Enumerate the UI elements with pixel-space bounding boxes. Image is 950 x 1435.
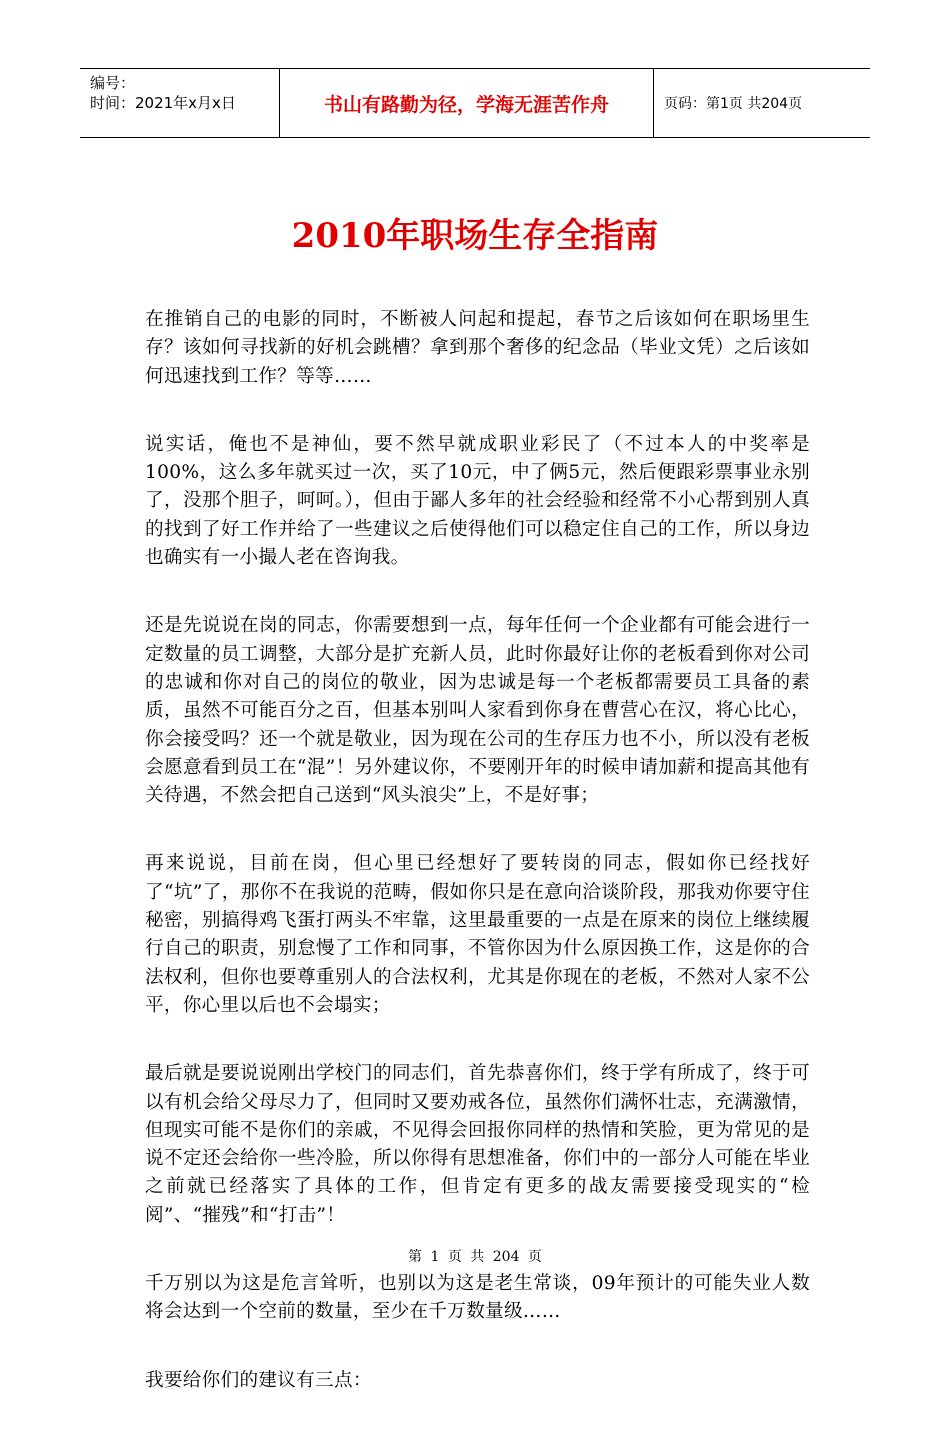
page-footer: 第 1 页 共 204 页 [408,1249,542,1265]
document-title: 2010年职场生存全指南 [291,216,659,256]
document-number-label: 编号： [90,74,136,92]
paragraph: 千万别以为这是危言耸听，也别以为这是老生常谈，09年预计的可能失业人数将会达到一个空前的数量，至少在千万数量级…… [145,1273,810,1323]
paragraph: 还是先说说在岗的同志，你需要想到一点，每年任何一个企业都有可能会进行一定数量的员工调整，大部分是扩充新人员，此时你最好让你的老板看到你对公司的忠诚和你对自己的岗位的敬业，因为忠诚是每一个老板都需要员工具备的素质，虽然不可能百分之百，但基本别叫人家看到你身在曹营心在汉，将心比心，你会接受吗？还一个就是敬业，因为现在公司的生存压力也不小，所以没有老板会愿意看到员工在“混”！另外建议你，不要刚开年的时候申请加薪和提高其他有关待遇，不然会把自己送到“风头浪尖”上，不是好事； [145,615,810,807]
header-page-info: 页码：第1页 共204页 [664,96,803,112]
paragraph: 最后就是要说说刚出学校门的同志们，首先恭喜你们，终于学有所成了，终于可以有机会给父母尽力了，但同时又要劝戒各位，虽然你们满怀壮志，充满激情，但现实可能不是你们的亲戚，不见得会回报你同样的热情和笑脸，更为常见的是说不定还会给你一些冷脸，所以你得有思想准备，你们中的一部分人可能在毕业之前就已经落实了具体的工作，但肯定有更多的战友需要接受现实的“检阅”、“摧残”和“打击”！ [145,1063,810,1226]
page-header [80,68,870,138]
paragraph: 说实话，俺也不是神仙，要不然早就成职业彩民了（不过本人的中奖率是100%，这么多年就买过一次，买了10元，中了俩5元，然后便跟彩票事业永别了，没那个胆子，呵呵。），但由于鄙人多年的社会经验和经常不小心帮到别人真的找到了好工作并给了一些建议之后使得他们可以稳定住自己的工作，所以身边也确实有一小撮人老在咨询我。 [145,433,810,569]
document-date: 时间：2021年x月x日 [90,94,236,112]
header-meta [80,69,280,137]
paragraph: 再来说说，目前在岗，但心里已经想好了要转岗的同志，假如你已经找好了“坑”了，那你不在我说的范畴，假如你只是在意向洽谈阶段，那我劝你要守住秘密，别搞得鸡飞蛋打两头不牢靠，这里最重要的一点是在原来的岗位上继续履行自己的职责，别怠慢了工作和同事，不管你因为什么原因换工作，这是你的合法权利，但你也要尊重别人的合法权利，尤其是你现在的老板，不然对人家不公平，你心里以后也不会塌实； [145,853,810,1016]
paragraph: 在推销自己的电影的同时，不断被人问起和提起，春节之后该如何在职场里生存？该如何寻找新的好机会跳槽？拿到那个奢侈的纪念品（毕业文凭）之后该如何迅速找到工作？等等…… [145,309,810,387]
paragraph: 我要给你们的建议有三点： [145,1369,372,1391]
header-motto: 书山有路勤为径，学海无涯苦作舟 [280,69,654,137]
